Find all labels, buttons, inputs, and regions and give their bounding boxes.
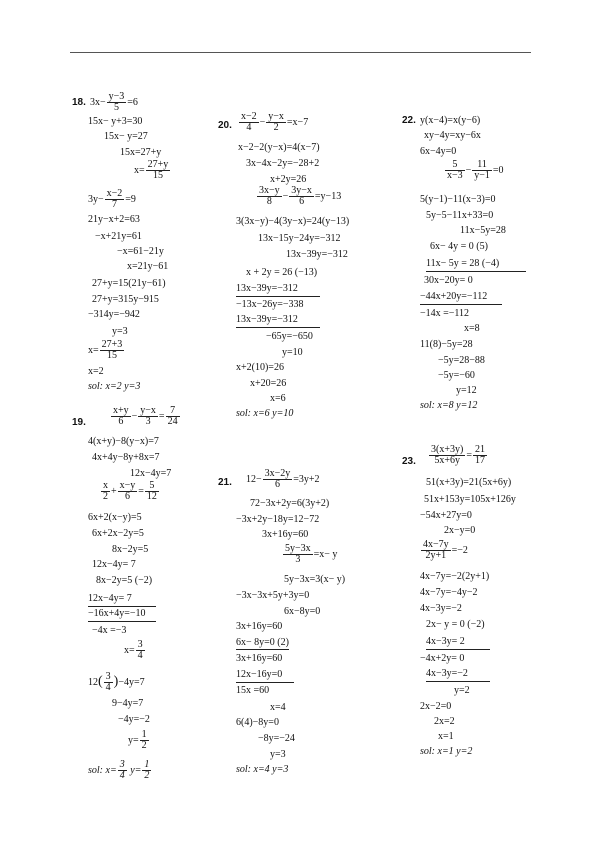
problem-number: 21. (218, 477, 232, 488)
equation-line: 5y−3x=3(x− y) (284, 574, 346, 585)
equation-line: 4x−7y=−4y−2 (420, 587, 478, 598)
equation-line: 12( $\frac{3}{4}$ )−4y=7 (88, 671, 145, 693)
equation-line: x=8 (464, 323, 480, 334)
equation-line: y= $\frac{1}{2}$ (128, 729, 147, 751)
equation-line: 13x−39y=−312 (236, 283, 320, 297)
equation-line: $\frac{3(x+3y)}{5x+6y}$ = $\frac{21}{17}$ (431, 444, 485, 466)
solution-line: sol: x=4 y=3 (236, 764, 289, 775)
equation-line: x−2−2(y−x)=4(x−7) (238, 142, 320, 153)
header-rule (70, 52, 531, 53)
problem-number: 19. (72, 417, 86, 428)
equation-line: 6x−4y=0 (420, 146, 457, 157)
equation-line: 6x− 8y=0 (2) (236, 637, 289, 648)
solution-line: sol: x=2 y=3 (88, 381, 141, 392)
equation-line: 4x+4y−8y+8x=7 (92, 452, 160, 463)
equation-line: 4x−3y= 2 (426, 636, 490, 650)
equation-line: 30x−20y= 0 (424, 275, 473, 286)
equation-line: −3x−3x+5y+3y=0 (236, 590, 310, 601)
equation-line: 12x−4y=7 (130, 468, 172, 479)
equation-line: −54x+27y=0 (420, 510, 472, 521)
equation-line: 51x+153y=105x+126y (424, 494, 516, 505)
equation-line: $\frac{4x-7y}{2y+1}$ =−2 (423, 539, 468, 561)
equation-line: 2x−y=0 (444, 525, 476, 536)
equation-line: x + 2y = 26 (−13) (246, 267, 318, 278)
equation-line: 12− $\frac{3x-2y}{6}$ =3y+2 (246, 468, 320, 490)
equation-line: 27+y=315y−915 (92, 294, 159, 305)
solution-line: sol: x= $\frac{3}{4}$ y= $\frac{1}{2}$ (88, 759, 150, 781)
equation-line: 72−3x+2y=6(3y+2) (250, 498, 330, 509)
equation-line: xy−4y=xy−6x (424, 130, 481, 141)
equation-line: y=12 (456, 385, 477, 396)
equation-line: $\frac{x+y}{6}$ − $\frac{y-x}{3}$ = $\frac{7}{24}$ (113, 405, 178, 427)
equation-line: $\frac{x-2}{4}$ − $\frac{y-x}{2}$ =x−7 (241, 111, 309, 133)
equation-line: 13x−15y−24y=−312 (258, 233, 341, 244)
equation-line: 3x+16y=60 (236, 621, 283, 632)
equation-line: x= $\frac{27+3}{15}$ (88, 339, 123, 361)
equation-line: −x=61−21y (117, 246, 164, 257)
equation-line: 3x−4x−2y=−28+2 (246, 158, 320, 169)
equation-line: 11x−5y=28 (460, 225, 506, 236)
equation-line: x+2(10)=26 (236, 362, 284, 373)
equation-line: $\frac{x}{2}$ + $\frac{x-y}{6}$ = $\frac{5}{12}$ (103, 480, 157, 502)
equation-line: −5y=28−88 (438, 355, 485, 366)
equation-line: $\frac{5}{x-3}$ − $\frac{11}{y-1}$ =0 (447, 159, 504, 181)
equation-line: 5y−5−11x+33=0 (426, 210, 494, 221)
equation-line: $\frac{3x-y}{8}$ − $\frac{3y-x}{6}$ =y−13 (259, 185, 342, 207)
equation-line: −314y=−942 (88, 309, 140, 320)
equation-line: −5y=−60 (438, 370, 475, 381)
problem-number: 23. (402, 456, 416, 467)
problem-number: 18. (72, 97, 86, 108)
equation-line: 11(8)−5y=28 (420, 339, 473, 350)
equation-line: −3x+2y−18y=12−72 (236, 514, 320, 525)
equation-line: 4x−3y=−2 (426, 668, 490, 682)
equation-line: y=3 (270, 749, 286, 760)
equation-line: −8y=−24 (258, 733, 295, 744)
equation-line: x=6 (270, 393, 286, 404)
solution-line: sol: x=6 y=10 (236, 408, 294, 419)
equation-line: 21y−x+2=63 (88, 214, 140, 225)
equation-line: x+20=26 (250, 378, 287, 389)
equation-line: 3x+16y=60 (236, 653, 283, 664)
equation-line: x=4 (270, 702, 286, 713)
equation-line: −65y=−650 (266, 331, 313, 342)
equation-line: 8x−2y=5 (−2) (96, 575, 153, 586)
equation-line: 6(4)−8y=0 (236, 717, 279, 728)
problem-number: 22. (402, 115, 416, 126)
problem-number: 20. (218, 120, 232, 131)
equation-line: 51(x+3y)=21(5x+6y) (426, 477, 512, 488)
equation-line: 4x−7y=−2(2y+1) (420, 571, 490, 582)
equation-line: 2x− y = 0 (−2) (426, 619, 485, 630)
equation-line: 27+y=15(21y−61) (92, 278, 166, 289)
equation-line: 12x−4y= 7 (88, 593, 156, 607)
equation-line: 3y− $\frac{x-2}{7}$ =9 (88, 188, 136, 210)
equation-line: y=2 (454, 685, 470, 696)
equation-line: 2x=2 (434, 716, 455, 727)
equation-line: 13x−39y=−312 (236, 314, 320, 328)
equation-line: 15x− y+3=30 (88, 116, 143, 127)
equation-line: 15x=27+y (120, 147, 162, 158)
equation-line: 4x−3y=−2 (420, 603, 462, 614)
equation-line: 13x−39y=−312 (286, 249, 348, 260)
equation-line: 8x−2y=5 (112, 544, 149, 555)
equation-line: 3(3x−y)−4(3y−x)=24(y−13) (236, 216, 350, 227)
equation-line: 12x−4y= 7 (92, 559, 136, 570)
equation-line: 12x−16y=0 (236, 669, 294, 683)
equation-line: −14x =−112 (420, 308, 470, 319)
equation-line: y=3 (112, 326, 128, 337)
equation-line: x= $\frac{27+y}{15}$ (134, 159, 169, 181)
equation-line: 11x− 5y = 28 (−4) (426, 258, 526, 272)
equation-line: −4x+2y= 0 (420, 653, 465, 664)
equation-line: 6x+2x−2y=5 (92, 528, 144, 539)
equation-line: −16x+4y=−10 (88, 608, 156, 622)
solution-line: sol: x=1 y=2 (420, 746, 473, 757)
equation-line: 6x+2(x−y)=5 (88, 512, 142, 523)
equation-line: 9−4y=7 (112, 698, 144, 709)
equation-line: 6x− 4y = 0 (5) (430, 241, 488, 252)
equation-line: x= $\frac{3}{4}$ (124, 639, 143, 661)
equation-line: −44x+20y=−112 (420, 291, 502, 305)
equation-line: −13x−26y=−338 (236, 299, 304, 310)
equation-line: 6x−8y=0 (284, 606, 321, 617)
solution-line: sol: x=8 y=12 (420, 400, 478, 411)
equation-line: 2x−2=0 (420, 701, 452, 712)
equation-line: y=10 (282, 347, 303, 358)
equation-line: −4x =−3 (92, 625, 127, 636)
equation-line: −4y=−2 (118, 714, 150, 725)
equation-line: x=2 (88, 366, 104, 377)
equation-line: x=21y−61 (127, 261, 169, 272)
equation-line: 4(x+y)−8(y−x)=7 (88, 436, 159, 447)
equation-line: 3x− $\frac{y-3}{5}$ =6 (90, 91, 138, 113)
equation-line: 5(y−1)−11(x−3)=0 (420, 194, 496, 205)
equation-line: 15x− y=27 (104, 131, 148, 142)
equation-line: −x+21y=61 (95, 231, 142, 242)
equation-line: x=1 (438, 731, 454, 742)
equation-line: y(x−4)=x(y−6) (420, 115, 481, 126)
equation-line: 15x =60 (236, 685, 270, 696)
equation-line: x+2y=26 (270, 174, 307, 185)
equation-line: 3x+16y=60 (262, 529, 309, 540)
equation-line: $\frac{5y-3x}{3}$ =x− y (285, 543, 338, 565)
